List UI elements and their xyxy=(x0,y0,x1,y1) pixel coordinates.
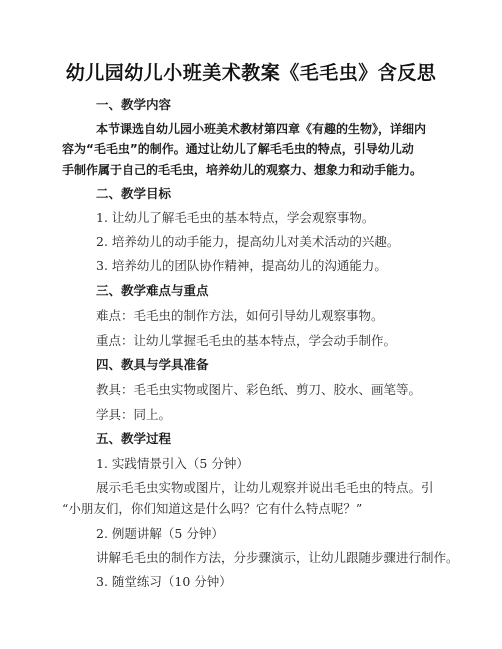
section-heading-difficulties: 三、教学难点与重点 xyxy=(96,283,209,298)
teacher-materials-text: 教具：毛毛虫实物或图片、彩色纸、剪刀、胶水、画笔等。 xyxy=(96,382,422,397)
key-point-text: 重点：让幼儿掌握毛毛虫的基本特点，学会动手制作。 xyxy=(96,333,397,348)
process-step: 3. 随堂练习（10 分钟） xyxy=(96,574,232,589)
process-step: 1. 实践情景引入（5 分钟） xyxy=(96,456,249,471)
section-heading-materials: 四、教具与学具准备 xyxy=(96,357,209,372)
document-title: 幼儿园幼儿小班美术教案《毛毛虫》含反思 xyxy=(65,62,437,84)
difficulty-text: 难点：毛毛虫的制作方法，如何引导幼儿观察事物。 xyxy=(96,308,384,323)
section-heading-teaching-goals: 二、教学目标 xyxy=(96,186,172,201)
process-paragraph-line: “小朋友们，你们知道这是什么吗？它有什么特点呢？” xyxy=(62,501,363,516)
process-paragraph-line: 展示毛毛虫实物或图片，让幼儿观察并说出毛毛虫的特点。引 xyxy=(96,480,434,495)
content-paragraph-line: 手制作属于自己的毛毛虫，培养幼儿的观察力、想象力和动手能力。 xyxy=(62,163,423,177)
section-heading-teaching-content: 一、教学内容 xyxy=(96,97,172,112)
section-heading-process: 五、教学过程 xyxy=(96,431,172,446)
goal-item: 2. 培养幼儿的动手能力，提高幼儿对美术活动的兴趣。 xyxy=(96,234,400,249)
process-paragraph-line: 讲解毛毛虫的制作方法，分步骤演示，让幼儿跟随步骤进行制作。 xyxy=(96,550,459,565)
student-materials-text: 学具：同上。 xyxy=(96,407,172,422)
content-paragraph-line: 本节课选自幼儿园小班美术教材第四章《有趣的生物》，详细内 xyxy=(96,122,427,136)
goal-item: 3. 培养幼儿的团队协作精神，提高幼儿的沟通能力。 xyxy=(96,258,387,273)
content-paragraph-line: 容为“毛毛虫”的制作。通过让幼儿了解毛毛虫的特点，引导幼儿动 xyxy=(62,142,414,156)
process-step: 2. 例题讲解（5 分钟） xyxy=(96,526,224,541)
goal-item: 1. 让幼儿了解毛毛虫的基本特点，学会观察事物。 xyxy=(96,210,375,225)
